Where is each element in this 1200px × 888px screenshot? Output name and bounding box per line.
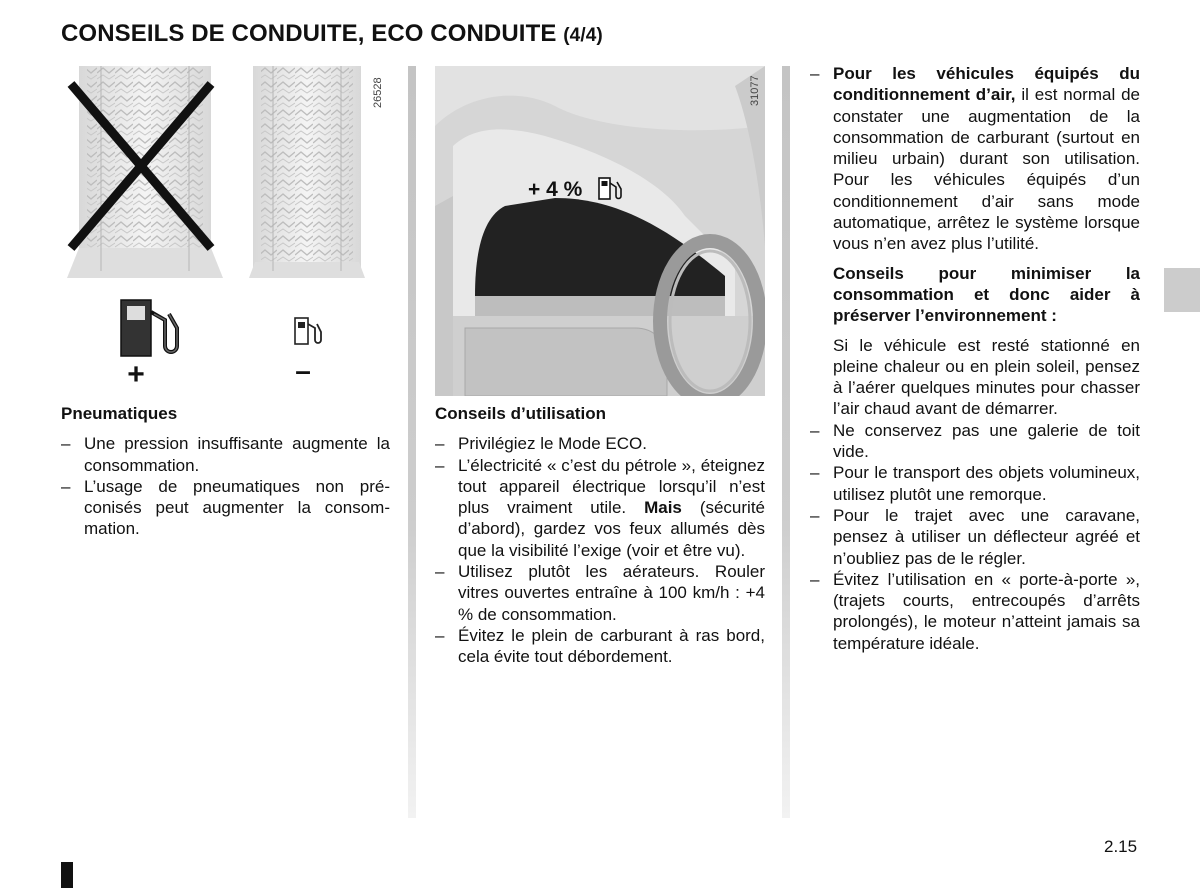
correct-tire-icon <box>249 66 365 278</box>
emphasis: Mais <box>644 498 682 518</box>
figure-ref-31077: 31077 <box>749 75 761 106</box>
ac-tips-list <box>810 63 1140 255</box>
column-divider-left <box>408 66 416 818</box>
section-climatisation <box>810 63 1140 654</box>
paragraph: Si le véhicule est resté stationné en pleine chaleur ou en plein soleil, pensez à l’aérer quelques minutes pour chasser l’air chaud avant de démarrer. <box>833 335 1140 419</box>
list-item: – Pour le transport des objets volumineux, utilisez plutôt une remorque. <box>810 462 1140 505</box>
fuel-pump-large-icon <box>121 300 177 356</box>
section-heading: Conseils pour minimiser la consommation et donc aider à préserver l’environnement : <box>833 263 1140 326</box>
page-edge-mark <box>61 862 73 888</box>
minus-sign: – <box>295 355 311 386</box>
section-heading: Conseils d’utilisation <box>435 404 606 423</box>
tire-tips-list <box>61 433 390 539</box>
column-divider-right <box>782 66 790 818</box>
list-item: – Une pression insuffisante augmente la consommation. <box>61 433 390 476</box>
list-item: – L’électricité « c’est du pétrole », éteignez tout appareil électrique lorsqu’il n’est plus vraiment utile. Mais (sécurité d’abord), gardez vos feux allumés dès que la visibilité l’exige (voir et être vu). <box>435 455 765 561</box>
car-window-illustration <box>435 66 765 396</box>
tire-pressure-illustration <box>61 66 393 394</box>
section-utilisation <box>435 403 765 668</box>
list-item: – L’usage de pneumatiques non préconisés peut augmenter la consommation. <box>61 476 390 540</box>
plus-sign: + <box>127 358 145 391</box>
list-item: – Privilégiez le Mode ECO. <box>435 433 765 454</box>
figure-ref-26528: 26528 <box>372 77 384 108</box>
environment-tips-list <box>810 420 1140 654</box>
fuel-pump-small-icon <box>295 318 321 344</box>
list-item: – Pour les véhicules équipés du conditionnement d’air, il est normal de constater une augmentation de la consommation de carburant (surtout en milieu urbain) durant son utilisation. Pour les véhicules équipés d’un conditionnement d’air sans mode automatique, arrêtez le système lorsque vous n’en avez plus l’utilité. <box>810 63 1140 255</box>
usage-tips-list <box>435 433 765 667</box>
list-item: – Ne conservez pas une galerie de toit vide. <box>810 420 1140 463</box>
list-item: – Évitez le plein de carburant à ras bord, cela évite tout débordement. <box>435 625 765 668</box>
list-item: – Pour le trajet avec une caravane, pensez à utiliser un déflecteur agréé et n’oubliez pas de le régler. <box>810 505 1140 569</box>
section-heading: Pneumatiques <box>61 404 178 423</box>
list-item: – Utilisez plutôt les aérateurs. Rouler vitres ouvertes entraîne à 100 km/h : +4 % de consommation. <box>435 561 765 625</box>
page-number: 2.15 <box>1104 837 1138 856</box>
section-pneumatiques <box>61 403 390 540</box>
page-title: CONSEILS DE CONDUITE, ECO CONDUITE (4/4) <box>61 20 603 47</box>
chapter-tab <box>1164 268 1200 312</box>
consumption-increase-label: + 4 % <box>528 178 583 201</box>
title-suffix: (4/4) <box>563 25 603 46</box>
list-item: – Évitez l’utilisation en « porte-à-porte », (trajets courts, entrecoupés d’arrêts prolongés), le moteur n’atteint jamais sa température idéale. <box>810 569 1140 654</box>
emphasis: Pour les véhicules équipés du conditionnement d’air, <box>833 64 1140 105</box>
